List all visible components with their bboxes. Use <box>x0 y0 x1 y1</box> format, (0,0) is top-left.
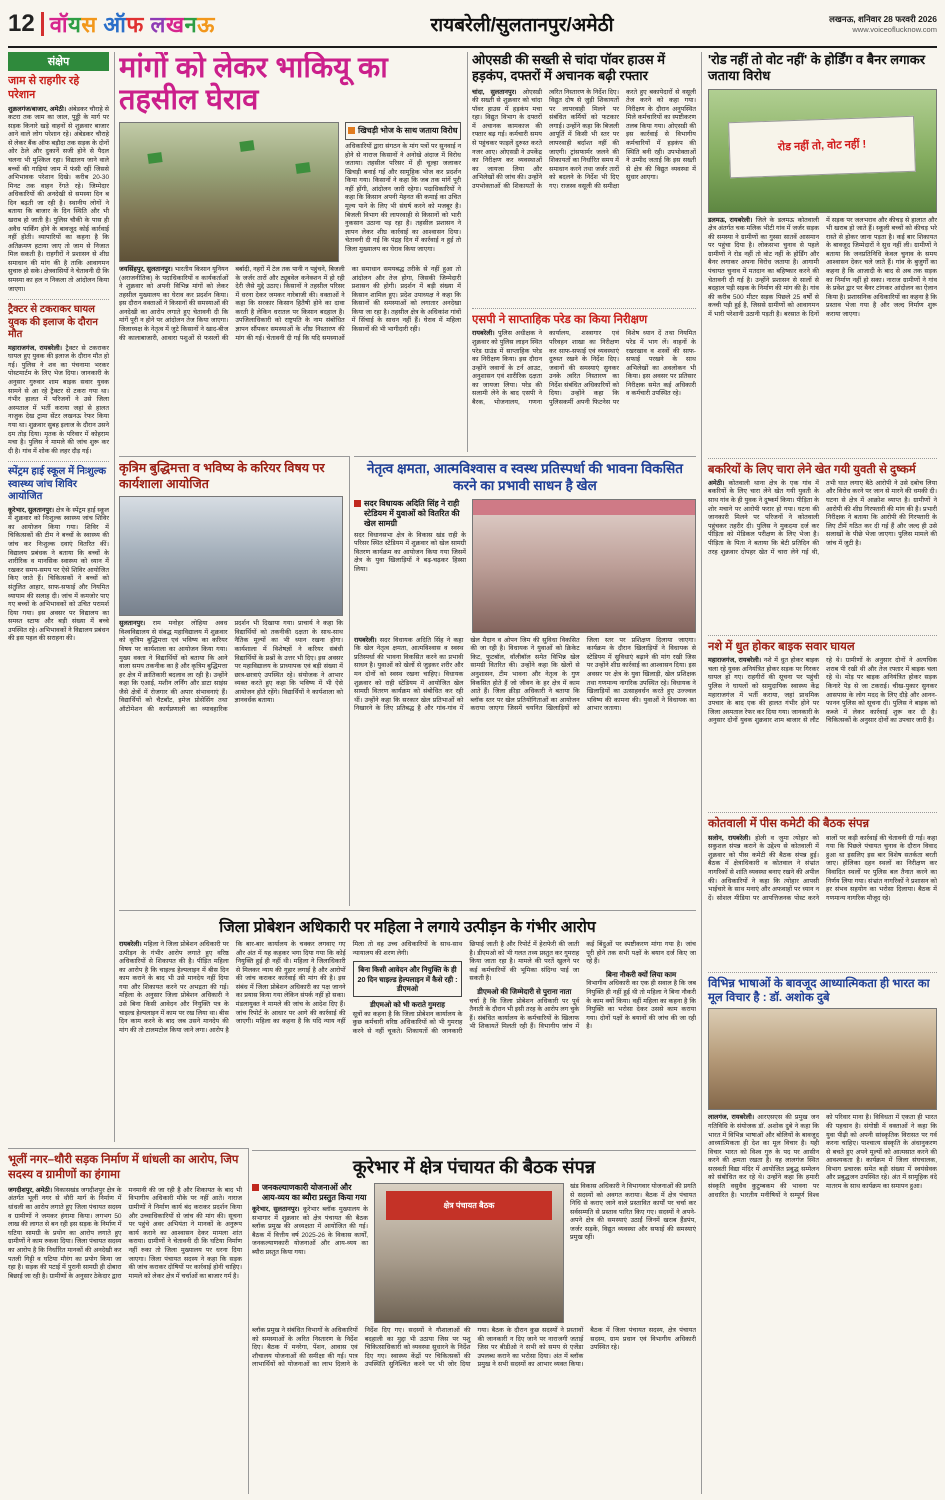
parade-article <box>472 308 696 454</box>
square-bullet-icon <box>354 500 361 507</box>
sub-body: सूत्रों का कहना है कि जिला प्रोबेशन कार्यालय के कुछ कर्मचारी वरिष्ठ अधिकारियों को भी गुमराह करने से नहीं चूकते। शिकायतों की जानकारी छिपाई जाती है और रिपोर्ट में हेराफेरी की जाती है। डीएमओ को भी गलत तथ्य प्रस्तुत कर गुमराह किया जाता रहा है। मामले की परतें खुलने पर कई कर्मचारियों की भूमिका संदिग्ध पाई जा सकती है। <box>352 941 580 1036</box>
divider <box>708 458 937 459</box>
peace-meeting-article <box>708 817 937 966</box>
lead-side-text: अधिकारियों द्वारा संगठन के मांग पत्रों पर सुनवाई न होने से नाराज किसानों ने अनोखे अंदाज में विरोध जताया। तहसील परिसर में ही चूल्हा जलाकर खिचड़ी बनाई गई और सामूहिक भोज कर प्रदर्शन किया गया। किसानों ने कहा कि जब तक मांगें पूरी नहीं होंगी, आंदोलन जारी रहेगा। पदाधिकारियों ने कहा कि किसान अपनी मेहनत की कमाई का उचित मूल्य पाने के लिए भी संघर्ष करने को मजबूर है। बिजली विभाग की लापरवाही से किसानों को भारी नुकसान उठाना पड़ रहा है। तहसील प्रशासन ने ज्ञापन लेकर शीघ्र कार्रवाई का आश्वासन दिया। चेतावनी दी गई कि पंद्रह दिन में कार्रवाई न हुई तो जिला मुख्यालय का घेराव किया जाएगा। <box>345 142 461 253</box>
sub-body: विभागीय अधिकारी का एक ही सवाल है कि जब नियुक्ति ही नहीं हुई थी तो महिला ने बिना नौकरी के काम क्यों किया। वहीं महिला का कहना है कि नियुक्ति का भरोसा देकर उससे काम कराया गया। दोनों पक्षों के बयानों की जांच की जा रही है। <box>586 980 696 1031</box>
workshop-headline: कृत्रिम बुद्धिमत्ता व भविष्य के करियर विषय पर कार्यशाला आयोजित <box>119 461 325 491</box>
photo-banner-text: क्षेत्र पंचायत बैठक <box>386 1191 551 1220</box>
drunk-rider-dateline: महाराजगंज, रायबरेली। <box>708 657 762 665</box>
lead-article <box>119 52 468 452</box>
panchayat-bullet-text: जनकल्याणकारी योजनाओं और आय-व्यय का ब्यौरा प्रस्तुत किया गया <box>262 1183 367 1202</box>
panchayat-intro-2: खंड विकास अधिकारी ने विभागवार योजनाओं की प्रगति से सदस्यों को अवगत कराया। बैठक में क्षेत्र पंचायत निधि से कराए जाने वाले प्रस्तावित कार्यों पर चर्चा कर सर्वसम्मति से प्रस्ताव पारित किए गए। सदस्यों ने अपने-अपने क्षेत्र की समस्याएं उठाईं जिनमें खराब हैंडपंप, जर्जर सड़कें, विद्युत व्यवस्था और सफाई की समस्याएं प्रमुख रहीं। <box>570 1183 696 1242</box>
drunk-rider-body: महाराजगंज, रायबरेली। नशे में धुत होकर बाइक चला रहे युवक अनियंत्रित होकर सड़क पर गिरकर घायल हो गए। राहगीरों की सूचना पर पहुंची पुलिस ने घायलों को सामुदायिक स्वास्थ्य केंद्र महाराजगंज में भर्ती कराया, जहां प्राथमिक उपचार के बाद एक की हालत गंभीर होने पर जिला अस्पताल रेफर कर दिया गया। जानकारी के अनुसार दोनों युवक शुक्रवार शाम बाजार से लौट रहे थे। ग्रामीणों के अनुसार दोनों ने अत्यधिक शराब पी रखी थी और तेज रफ्तार में बाइक चला रहे थे। मोड़ पर बाइक अनियंत्रित होकर सड़क किनारे पेड़ से जा टकराई। चीख-पुकार सुनकर आसपास के लोग मदद के लिए दौड़े और आनन-फानन पुलिस को सूचना दी। पुलिस ने बाइक को कब्जे में लेकर कार्रवाई शुरू कर दी है। चिकित्सकों के अनुसार दोनों का उपचार जारी है। <box>708 657 937 725</box>
masthead-divider <box>41 12 44 36</box>
right-column <box>701 52 937 1494</box>
workshop-article <box>119 456 350 906</box>
assault-body: अमेठी। कोतवाली थाना क्षेत्र के एक गांव में बकरियों के लिए चारा लेने खेत गयी युवती के साथ गांव के ही युवक ने दुष्कर्म किया। पीड़िता के शोर मचाने पर आरोपी फरार हो गया। घटना की जानकारी मिलने पर परिजनों ने कोतवाली पहुंचकर तहरीर दी। पुलिस ने मुकदमा दर्ज कर पीड़िता को मेडिकल परीक्षण के लिए भेजा है। पीड़िता के पिता ने बताया कि बेटी प्रतिदिन की तरह शुक्रवार दोपहर खेत में चारा लेने गई थी, तभी घात लगाए बैठे आरोपी ने उसे दबोच लिया और विरोध करने पर जान से मारने की धमकी दी। घटना से क्षेत्र में आक्रोश व्याप्त है। ग्रामीणों ने आरोपी की शीघ्र गिरफ्तारी की मांग की है। प्रभारी निरीक्षक ने बताया कि आरोपी की गिरफ्तारी के लिए टीमें गठित कर दी गई हैं और जल्द ही उसे सलाखों के पीछे भेजा जाएगा। पुलिस मामले की जांच में जुटी है। <box>708 479 937 556</box>
brief-article <box>8 304 109 456</box>
date-line: लखनऊ, शनिवार 28 फरवरी 2026 <box>829 14 937 24</box>
sports-intro: सदर विधानसभा क्षेत्र के विकास खंड राही के परिसर स्थित स्टेडियम में शुक्रवार को खेल सामग्री वितरण कार्यक्रम का आयोजन किया गया जिसमें क्षेत्र के युवा खिलाड़ियों ने बढ़-चढ़कर हिस्सा लिया। <box>354 531 466 574</box>
road-construction-dateline: जगदीशपुर, अमेठी। <box>8 1186 53 1194</box>
parade-headline: एसपी ने साप्ताहिक परेड का किया निरीक्षण <box>472 314 648 326</box>
probation-article <box>119 910 696 1146</box>
road-protest-photo <box>708 89 937 213</box>
sports-photo-row <box>354 499 696 633</box>
protest-banner-text: रोड नहीं तो, वोट नहीं ! <box>728 116 916 179</box>
road-construction-body: जगदीशपुर, अमेठी। विकासखंड जगदीशपुर क्षेत्र के अंतर्गत भूलीं नगर से थौरी मार्ग के निर्माण में धांधली का आरोप लगाते हुए जिला पंचायत सदस्य व ग्रामीणों ने जमकर हंगामा किया। लगभग 50 लाख की लागत से बन रही इस सड़क के निर्माण में घटिया सामग्री के प्रयोग का आरोप लगाते हुए ग्रामीणों ने काम रुकवा दिया। जिला पंचायत सदस्य का आरोप है कि निर्धारित मानकों की अनदेखी कर पतली गिट्टी व घटिया मौरंग का प्रयोग किया जा रहा है। सड़क की पटाई में पुरानी सामग्री ही दोबारा बिछाई जा रही है। ग्रामीणों के अनुसार ठेकेदार द्वारा मनमानी की जा रही है और शिकायत के बाद भी विभागीय अधिकारी मौके पर नहीं आते। नाराज ग्रामीणों ने निर्माण कार्य बंद कराकर प्रदर्शन किया और उच्चाधिकारियों से जांच की मांग की। सूचना पर पहुंचे अवर अभियंता ने मानकों के अनुरूप कार्य कराने का आश्वासन देकर मामला शांत कराया। ग्रामीणों ने चेतावनी दी कि घटिया निर्माण नहीं रुका तो जिला मुख्यालय पर धरना दिया जाएगा। जिला पंचायत सदस्य ने कहा कि सड़क की जांच कराकर दोषियों पर कार्रवाई होनी चाहिए। मामले को लेकर क्षेत्र में चर्चाओं का बाजार गर्म है। <box>8 1186 242 1280</box>
flag-icon <box>295 162 310 174</box>
panchayat-photo-row <box>252 1183 696 1323</box>
road-protest-body: डलमऊ, रायबरेली। जिले के डलमऊ कोतवाली क्षेत्र अंतर्गत चक मलिक भीटी गांव में जर्जर सड़क की समस्या ने ग्रामीणों का गुस्सा सातवें आसमान पर पहुंचा दिया है। लोकसभा चुनाव से पहले ग्रामीणों ने रोड नहीं तो वोट नहीं के होर्डिंग और बैनर लगाकर अपना विरोध जताया है। आगामी पंचायत चुनाव में मतदान का बहिष्कार करने की चेतावनी दी गई है। उन्होंने प्रशासन से सालों से बदहाल पड़ी सड़क के निर्माण की मांग की है। गांव की करीब 500 मीटर सड़क पिछले 25 वर्षों से कच्ची पड़ी हुई है, जिससे ग्रामीणों को आवागमन में भारी परेशानी उठानी पड़ती है। बरसात के दिनों में सड़क पर जलभराव और कीचड़ से हालात और भी खराब हो जाते हैं। स्कूली बच्चों को कीचड़ भरे रास्ते से होकर जाना पड़ता है। कई बार शिकायत के बावजूद जिम्मेदारों ने सुध नहीं ली। ग्रामीणों ने बताया कि जनप्रतिनिधि केवल चुनाव के समय आश्वासन देकर चले जाते हैं। गांव के बुजुर्गों का कहना है कि आजादी के बाद से अब तक सड़क का निर्माण नहीं हो सका। नाराज ग्रामीणों ने गांव के प्रवेश द्वार पर बैनर टांगकर आंदोलन का ऐलान किया है। प्रशासनिक अधिकारियों का कहना है कि प्रस्ताव भेजा गया है और जल्द निर्माण शुरू कराया जाएगा। <box>708 216 937 318</box>
lead-photo-row <box>119 122 461 262</box>
brief-article <box>8 466 109 644</box>
lead-photo <box>119 122 339 262</box>
peace-meeting-dateline: सलोन, रायबरेली। <box>708 834 751 842</box>
article-headline: जाम से राहगीर रहे परेशान <box>8 75 80 101</box>
flag-icon <box>239 140 254 152</box>
article-body: महाराजगंज, रायबरेली। ट्रैक्टर से टकराकर घायल हुए युवक की इलाज के दौरान मौत हो गई। पुलिस ने शव का पंचनामा भरकर पोस्टमार्टम के लिए भेज दिया। जानकारी के अनुसार गुरुवार शाम बाइक सवार युवक सामने से आ रहे ट्रैक्टर से टकरा गया था। गंभीर हालत में परिजनों ने उसे जिला अस्पताल में भर्ती कराया जहां से हालत नाजुक देख ट्रामा सेंटर लखनऊ रेफर किया गया था। शुक्रवार सुबह इलाज के दौरान उसने दम तोड़ दिया। मृतक के परिवार में कोहराम मचा है। पुलिस ने मामले की जांच शुरू कर दी है। गांव में शोक की लहर दौड़ गई। <box>8 344 109 455</box>
divider <box>8 461 109 462</box>
subhead-box <box>345 122 461 140</box>
divider <box>708 972 937 973</box>
region-header: रायबरेली/सुलतानपुर/अमेठी <box>430 15 614 36</box>
road-construction-headline: भूलीं नगर–थौरी सड़क निर्माण में धांधली का आरोप, जिप सदस्य व ग्रामीणों का हंगामा <box>8 1154 239 1181</box>
probation-headline: जिला प्रोबेशन अधिकारी पर महिला ने लगाये उत्पीड़न के गंभीर आरोप <box>219 919 596 936</box>
sports-photo <box>472 499 696 633</box>
osd-body: चांदा, सुलतानपुर। ओएसडी की सख्ती से शुक्रवार को चांदा पॉवर हाउस में हड़कंप मचा रहा। विद्युत विभाग के दफ्तरों में अचानक कामकाज की रफ्तार बढ़ गई। कर्मचारी समय से पहुंचकर फाइलें दुरुस्त करते नजर आए। ओएसडी ने उपकेंद्र का निरीक्षण कर व्यवस्थाओं का जायजा लिया और अभिलेखों की जांच की। उन्होंने उपभोक्ताओं की शिकायतों के त्वरित निस्तारण के निर्देश दिए। विद्युत दोष से जुड़ी शिकायतों पर लापरवाही मिलने पर संबंधित कर्मियों को फटकार लगाई। उन्होंने कहा कि बिजली आपूर्ति में किसी भी स्तर पर लापरवाही बर्दाश्त नहीं की जाएगी। ट्रांसफार्मर जलने की शिकायतों का निर्धारित समय में समाधान करने तथा जर्जर तारों को बदलने के निर्देश भी दिए गए। राजस्व वसूली की समीक्षा करते हुए बकायेदारों से वसूली तेज करने को कहा गया। निरीक्षण के दौरान अनुपस्थित मिले कर्मचारियों का स्पष्टीकरण तलब किया गया। ओएसडी की इस कार्रवाई से विभागीय कर्मचारियों में हड़कंप की स्थिति बनी रही। उपभोक्ताओं ने उम्मीद जताई कि इस सख्ती से क्षेत्र की विद्युत व्यवस्था में सुधार आएगा। <box>472 88 696 190</box>
square-bullet-icon <box>348 127 355 134</box>
masthead-right <box>829 14 937 34</box>
article-body: शुक्रलगंज/बाजार, अमेठी। अंबेडकर चौराहे से कटरा तक जाम का जाल, पुड्डी के मार्ग पर सड़क किनारे खड़े वाहनों से शुक्रवार बाजार आने वाले लोग परेशान रहे। अंबेडकर चौराहे से लेकर बैंक ऑफ बड़ौदा तक सड़क के दोनों ओर ठेले और दुकानें सजी होने से पैदल चलना भी मुश्किल रहा। विद्यालय जाने वाले बच्चों की गाड़ियां जाम में फंसी रहीं जिससे अभिभावक परेशान दिखे। करीब 20-30 मिनट तक वाहन रेंगते रहे। जिम्मेदार अधिकारियों की अनदेखी से समस्या दिन ब दिन बढ़ती जा रही है। स्थानीय लोगों ने बताया कि बाजार के दिन स्थिति और भी खराब हो जाती है। पुलिस चौकी के पास ही अवैध पार्किंग होने के बावजूद कोई कार्रवाई नहीं होती। व्यापारियों का कहना है कि अतिक्रमण हटाया जाए तो जाम से निजात मिल सकती है। राहगीरों ने प्रशासन से शीघ्र समाधान की मांग की है ताकि आवागमन सुचारु हो सके। क्षेत्रवासियों ने चेतावनी दी कि समस्या का हल न निकला तो आंदोलन किया जाएगा। <box>8 105 109 293</box>
probation-body: रायबरेली। महिला ने जिला प्रोबेशन अधिकारी पर उत्पीड़न के गंभीर आरोप लगाते हुए वरिष्ठ अधिकारियों से शिकायत की है। पीड़ित महिला का आरोप है कि चाइल्ड हेल्पलाइन में बीस दिन काम कराने के बाद भी उसे मानदेय नहीं दिया गया और शिकायत करने पर अभद्रता की गई। महिला के अनुसार जिला प्रोबेशन अधिकारी ने उसे बिना किसी आवेदन और नियुक्ति पत्र के चाइल्ड हेल्पलाइन में काम पर रख लिया था। बीस दिन काम करने के बाद जब उसने मानदेय की मांग की तो टालमटोल किया जाने लगा। आरोप है कि बार-बार कार्यालय के चक्कर लगवाए गए और अंत में यह कहकर भगा दिया गया कि कोई नियुक्ति हुई ही नहीं थी। महिला ने जिलाधिकारी से मिलकर न्याय की गुहार लगाई है और आरोपों की जांच कराकर कार्रवाई की मांग की है। इस संबंध में जिला प्रोबेशन अधिकारी का पक्ष जानने का प्रयास किया गया लेकिन संपर्क नहीं हो सका। मंडलायुक्त ने मामले की जांच के आदेश दिए हैं। जांच रिपोर्ट के आधार पर आगे की कार्रवाई की जाएगी। महिला का कहना है कि यदि न्याय नहीं मिला तो वह उच्च अधिकारियों के साथ-साथ न्यायालय की शरण लेगी। बिना किसी आवेदन और नियुक्ति के ही 20 दिन चाइल्ड हेल्पलाइन में कैसे रही : डीएमओ डीएमओ को भी कराते गुमराह सूत्रों का कहना है कि जिला प्रोबेशन कार्यालय के कुछ कर्मचारी वरिष्ठ अधिकारियों को भी गुमराह करने से नहीं चूकते। शिकायतों की जानकारी छिपाई जाती है और रिपोर्ट में हेराफेरी की जाती है। डीएमओ को भी गलत तथ्य प्रस्तुत कर गुमराह किया जाता रहा है। मामले की परतें खुलने पर कई कर्मचारियों की भूमिका संदिग्ध पाई जा सकती है। डीएमओ की जिम्मेदारी से पुराना नाता चर्चा है कि जिला प्रोबेशन अधिकारी पर पूर्व तैनाती के दौरान भी इसी तरह के आरोप लग चुके हैं। संबंधित कार्यालय के कर्मचारियों के खिलाफ भी शिकायतें मिलती रही हैं। विभागीय जांच में कई बिंदुओं पर स्पष्टीकरण मांगा गया है। जांच पूरी होने तक सभी पक्षों के बयान दर्ज किए जा रहे हैं। बिना नौकरी क्यों लिया काम विभागीय अधिकारी का एक ही सवाल है कि जब नियुक्ति ही नहीं हुई थी तो महिला ने बिना नौकरी के काम क्यों किया। वहीं महिला का कहना है कि नियुक्ति का भरोसा देकर उससे काम कराया गया। दोनों पक्षों के बयानों की जांच की जा रही है। <box>119 941 696 1036</box>
road-protest-dateline: डलमऊ, रायबरेली। <box>708 216 753 224</box>
square-bullet-icon <box>252 1184 259 1191</box>
assault-dateline: अमेठी। <box>708 479 725 487</box>
osd-dateline: चांदा, सुलतानपुर। <box>472 88 517 96</box>
lead-dateline: जयसिंहपुर, सुलतानपुर। <box>119 265 173 273</box>
workshop-dateline: सुलतानपुर। <box>119 620 146 628</box>
panchayat-photo <box>374 1183 564 1323</box>
assault-article <box>708 463 937 630</box>
briefs-section <box>8 52 115 1142</box>
divider <box>708 635 937 636</box>
article-dateline: महाराजगंज, रायबरेली। <box>8 344 63 352</box>
parade-body: रायबरेली। पुलिस अधीक्षक ने शुक्रवार को पुलिस लाइन स्थित परेड ग्राउंड में साप्ताहिक परेड का निरीक्षण किया। इस दौरान उन्होंने जवानों के टर्न आउट, अनुशासन एवं शारीरिक दक्षता का जायजा लिया। परेड की सलामी लेने के बाद एसपी ने बैरक, भोजनालय, गणना कार्यालय, शस्त्रागार एवं परिवहन शाखा का निरीक्षण कर साफ-सफाई एवं व्यवस्थाएं दुरुस्त रखने के निर्देश दिए। जवानों की समस्याएं सुनकर उनके त्वरित निस्तारण का निर्देश संबंधित अधिकारियों को दिया। उन्होंने कहा कि पुलिसकर्मी अपनी फिटनेस पर विशेष ध्यान दें तथा नियमित परेड में भाग लें। वाहनों के रखरखाव व शस्त्रों की साफ-सफाई परखने के साथ अभिलेखों का अवलोकन भी किया। इस अवसर पर प्रतिसार निरीक्षक समेत कई अधिकारी व कर्मचारी उपस्थित रहे। <box>472 330 696 406</box>
spirituality-article <box>708 977 937 1407</box>
panchayat-side-column <box>252 1183 368 1323</box>
panchayat-article <box>252 1150 696 1494</box>
masthead-rule <box>8 46 937 48</box>
website-url: www.voiceoflucknow.com <box>852 24 937 34</box>
masthead-left <box>8 9 215 39</box>
peace-meeting-body: सलोन, रायबरेली। होली व जुमा त्योहार को सकुशल संपन्न कराने के उद्देश्य से कोतवाली में शुक्रवार को पीस कमेटी की बैठक संपन्न हुई। बैठक में क्षेत्राधिकारी व कोतवाल ने संभ्रांत नागरिकों से शांति व्यवस्था बनाए रखने की अपील की। अधिकारियों ने कहा कि त्योहार आपसी भाईचारे के साथ मनाएं और अफवाहों पर ध्यान न दें। सोशल मीडिया पर आपत्तिजनक पोस्ट करने वालों पर कड़ी कार्रवाई की चेतावनी दी गई। कहा गया कि पिछले पंचायत चुनाव के दौरान विवाद हुआ था इसलिए इस बार विशेष सतर्कता बरती जाए। होलिका दहन स्थलों का निरीक्षण कर विवादित स्थलों पर पुलिस बल तैनात करने का निर्णय लिया गया। संभ्रांत नागरिकों ने प्रशासन को हर संभव सहयोग का भरोसा दिलाया। बैठक में गणमान्य नागरिक मौजूद रहे। <box>708 834 937 902</box>
brief-article <box>8 75 109 294</box>
lead-side-column <box>345 122 461 262</box>
sports-bullet-text: सदर विधायक अदिति सिंह ने राही स्टेडियम में युवाओं को वितरित की खेल सामग्री <box>364 498 460 528</box>
page-number: 12 <box>8 10 35 37</box>
probation-dateline: रायबरेली। <box>119 941 142 948</box>
spirituality-dateline: लालगंज, रायबरेली। <box>708 1114 755 1122</box>
article-headline: स्पेंट्रम हाई स्कूल में निःशुल्क स्वास्थ्य जांच शिविर आयोजित <box>8 466 106 503</box>
spirituality-body: लालगंज, रायबरेली। आरएसएस की प्रमुख जन गतिविधि के संयोजक डॉ. अशोक दुबे ने कहा कि भारत में विभिन्न भाषाओं और बोलियों के बावजूद आध्यात्मिकता ही देश का मूल विचार है। यही विचार भारत को विश्व गुरु के पद पर आसीन करने की क्षमता रखता है। वह लालगंज स्थित सरस्वती विद्या मंदिर में आयोजित प्रबुद्ध सम्मेलन को संबोधित कर रहे थे। उन्होंने कहा कि हमारी संस्कृति वसुधैव कुटुम्बकम की भावना पर आधारित है। भारतीय मनीषियों ने सम्पूर्ण विश्व को परिवार माना है। विविधता में एकता ही भारत की पहचान है। संगोष्ठी में वक्ताओं ने कहा कि युवा पीढ़ी को अपनी सांस्कृतिक विरासत पर गर्व करना चाहिए। पाश्चात्य संस्कृति के अंधानुकरण से बचते हुए अपने मूल्यों को आत्मसात करने की आवश्यकता है। कार्यक्रम में जिला संघचालक, विभाग प्रचारक समेत बड़ी संख्या में स्वयंसेवक और प्रबुद्धजन उपस्थित रहे। अंत में सामूहिक वंदे मातरम के साथ कार्यक्रम का समापन हुआ। <box>708 1114 937 1199</box>
road-construction-article <box>8 1148 249 1494</box>
workshop-photo <box>119 496 343 616</box>
osd-headline: ओएसडी की सख्ती से चांदा पॉवर हाउस में हड़कंप, दफ्तरों में अचानक बढ़ी रफ्तार <box>472 52 665 84</box>
sub-body: चर्चा है कि जिला प्रोबेशन अधिकारी पर पूर्व तैनाती के दौरान भी इसी तरह के आरोप लग चुके हैं। संबंधित कार्यालय के कर्मचारियों के खिलाफ भी शिकायतें मिलती रही हैं। विभागीय जांच में कई बिंदुओं पर स्पष्टीकरण मांगा गया है। जांच पूरी होने तक सभी पक्षों के बयान दर्ज किए जा रहे हैं। <box>469 941 696 1031</box>
panchayat-body: ब्लॉक प्रमुख ने संबंधित विभागों के अधिकारियों को समस्याओं के त्वरित निस्तारण के निर्देश दिए। बैठक में मनरेगा, पेंशन, आवास एवं शौचालय योजनाओं की समीक्षा की गई। पात्र लाभार्थियों को योजनाओं का लाभ दिलाने के निर्देश दिए गए। सदस्यों ने गौशालाओं की बदहाली का मुद्दा भी उठाया जिस पर पशु चिकित्साधिकारी को व्यवस्था सुधारने के निर्देश दिए गए। स्वास्थ्य केंद्रों पर चिकित्सकों की उपस्थिति सुनिश्चित करने पर भी जोर दिया गया। बैठक के दौरान कुछ सदस्यों ने प्रस्तावों की जानकारी न दिए जाने पर नाराजगी जताई जिस पर बीडीओ ने सभी को समय से एजेंडा उपलब्ध कराने का भरोसा दिया। अंत में ब्लॉक प्रमुख ने सभी सदस्यों का आभार व्यक्त किया। बैठक में जिला पंचायत सदस्य, क्षेत्र पंचायत सदस्य, ग्राम प्रधान एवं विभागीय अधिकारी उपस्थित रहे। <box>252 1327 696 1369</box>
panchayat-dateline: कूरेभार, सुलतानपुर। <box>252 1206 300 1213</box>
panchayat-headline: कूरेभार में क्षेत्र पंचायत की बैठक संपन्न <box>352 1157 596 1177</box>
sports-side-column <box>354 499 466 633</box>
spirituality-headline: विभिन्न भाषाओं के बावजूद आध्यात्मिकता ही भारत का मूल विचार है : डॉ. अशोक दुबे <box>708 977 930 1004</box>
sub-headline: डीएमओ को भी कराते गुमराह <box>369 1000 445 1010</box>
article-dateline: कूरेभार, सुलतानपुर। <box>8 506 54 514</box>
photo-banner-strip <box>473 500 695 515</box>
article-headline: ट्रैक्टर से टकराकर घायल युवक की इलाज के दौरान मौत <box>8 304 98 341</box>
masthead <box>8 4 937 44</box>
sports-dateline: रायबरेली। <box>354 636 377 644</box>
sports-headline: नेतृत्व क्षमता, आत्मविश्वास व स्वस्थ प्रतिस्पर्धा की भावना विकसित करने का प्रभावी साधन है खेल <box>366 461 683 493</box>
parade-dateline: रायबरेली। <box>472 330 495 338</box>
workshop-body: सुलतानपुर। राम मनोहर लोहिया अवध विश्वविद्यालय से संबद्ध महाविद्यालय में शुक्रवार को कृत्रिम बुद्धिमत्ता एवं भविष्य का करियर विषय पर कार्यशाला का आयोजन किया गया। मुख्य वक्ता ने विद्यार्थियों को बताया कि आने वाला समय तकनीक का है और कृत्रिम बुद्धिमत्ता हर क्षेत्र में क्रांतिकारी बदलाव ला रही है। उन्होंने कहा कि एआई, मशीन लर्निंग और डाटा साइंस जैसे क्षेत्रों में रोजगार की अपार संभावनाएं हैं। विद्यार्थियों को चैटबॉट, इमेज प्रोसेसिंग तथा ऑटोमेशन की कार्यप्रणाली का व्यावहारिक प्रदर्शन भी दिखाया गया। प्राचार्य ने कहा कि विद्यार्थियों को तकनीकी दक्षता के साथ-साथ नैतिक मूल्यों का भी ध्यान रखना होगा। कार्यशाला में विशेषज्ञों ने करियर संबंधी विद्यार्थियों के प्रश्नों के उत्तर भी दिए। इस अवसर पर महाविद्यालय के प्राध्यापक एवं बड़ी संख्या में छात्र-छात्राएं उपस्थित रहे। संयोजक ने आभार व्यक्त करते हुए कहा कि भविष्य में भी ऐसे आयोजन होते रहेंगे। विद्यार्थियों ने कार्यशाला को ज्ञानवर्धक बताया। <box>119 620 343 714</box>
assault-headline: बकरियों के लिए चारा लेने खेत गयी युवती से दुष्कर्म <box>708 463 916 476</box>
divider <box>708 812 937 813</box>
sub-headline: डीएमओ की जिम्मेदारी से पुराना नाता <box>477 986 572 996</box>
paper-name-logo: वॉयस ऑफ लखनऊ <box>49 12 215 37</box>
lead-headline: मांगों को लेकर भाकियू का तहसील घेराव <box>119 52 388 117</box>
lead-body: जयसिंहपुर, सुलतानपुर। भारतीय किसान यूनियन (अराजनीतिक) के पदाधिकारियों व कार्यकर्ताओं ने शुक्रवार को अपनी विभिन्न मांगों को लेकर तहसील मुख्यालय का घेराव कर प्रदर्शन किया। इस दौरान वक्ताओं ने किसानों की समस्याओं की अनदेखी का आरोप लगाते हुए चेतावनी दी कि मांगें पूरी न होने पर आंदोलन तेज किया जाएगा। जिलाध्यक्ष के नेतृत्व में जुटे किसानों ने खाद-बीज की कालाबाजारी, आवारा पशुओं से फसलों की बर्बादी, नहरों में टेल तक पानी न पहुंचने, बिजली के जर्जर तारों और ट्यूबवेल कनेक्शन में हो रही देरी जैसे मुद्दे उठाए। किसानों ने तहसील परिसर में धरना देकर जमकर नारेबाजी की। वक्ताओं ने कहा कि सरकार किसान हितैषी होने का दावा करती है लेकिन धरातल पर किसान बदहाल है। उपजिलाधिकारी को राष्ट्रपति के नाम संबोधित ज्ञापन सौंपकर समस्याओं के शीघ्र निस्तारण की मांग की गई। चेतावनी दी गई कि यदि समस्याओं का समाधान समयबद्ध तरीके से नहीं हुआ तो आंदोलन और तेज होगा, जिसकी जिम्मेदारी प्रशासन की होगी। प्रदर्शन में बड़ी संख्या में किसान शामिल हुए। प्रदेश उपाध्यक्ष ने कहा कि किसानों की समस्याओं को लगातार अनदेखा किया जा रहा है। तहसील क्षेत्र के अधिकांश गांवों में सिंचाई के साधन नहीं हैं। घेराव में महिला किसानों की भी भागीदारी रही। <box>119 265 461 342</box>
road-protest-headline: 'रोड नहीं तो वोट नहीं' के होर्डिंग व बैनर लगाकर जताया विरोध <box>708 52 926 84</box>
drunk-rider-headline: नशे में धुत होकर बाइक सवार घायल <box>708 640 855 653</box>
subhead-text: खिचड़ी भोज के साथ जताया विरोध <box>358 125 458 135</box>
briefs-header: संक्षेप <box>8 52 109 71</box>
flag-icon <box>147 152 162 164</box>
boxed-subhead: बिना किसी आवेदन और नियुक्ति के ही 20 दिन चाइल्ड हेल्पलाइन में कैसे रही : डीएमओ <box>353 961 463 997</box>
drunk-rider-article <box>708 640 937 807</box>
sub-headline: बिना नौकरी क्यों लिया काम <box>605 969 677 979</box>
peace-meeting-headline: कोतवाली में पीस कमेटी की बैठक संपन्न <box>708 818 870 831</box>
sports-bullet-line <box>354 499 466 529</box>
panchayat-side-column-2 <box>570 1183 696 1323</box>
article-body: कूरेभार, सुलतानपुर। क्षेत्र के स्पेंट्रम हाई स्कूल में शुक्रवार को निःशुल्क स्वास्थ्य जांच शिविर का आयोजन किया गया। शिविर में चिकित्सकों की टीम ने बच्चों के स्वास्थ्य की जांच कर निःशुल्क दवाएं वितरित कीं। विद्यालय प्रबंधक ने बताया कि बच्चों के शारीरिक व मानसिक स्वास्थ्य को ध्यान में रखकर समय-समय पर ऐसे शिविर आयोजित किए जाते हैं। चिकित्सकों ने बच्चों को संतुलित आहार, साफ-सफाई और नियमित व्यायाम की सलाह दी। जांच में कमजोर पाए गए बच्चों के अभिभावकों को उचित परामर्श दिया गया। इस अवसर पर विद्यालय का समस्त स्टाफ और बड़ी संख्या में बच्चे उपस्थित रहे। अभिभावकों ने विद्यालय प्रबंधन की इस पहल की सराहना की। <box>8 506 109 643</box>
panchayat-bullet-line <box>252 1183 368 1203</box>
road-protest-article <box>708 52 937 453</box>
article-dateline: शुक्रलगंज/बाजार, अमेठी। <box>8 105 67 113</box>
divider <box>8 299 109 300</box>
osd-article <box>472 52 696 304</box>
sports-article <box>354 456 696 906</box>
spirituality-photo <box>708 1008 937 1110</box>
panchayat-intro: कूरेभार, सुलतानपुर। कूरेभार ब्लॉक मुख्यालय के सभागार में शुक्रवार को क्षेत्र पंचायत की बैठक ब्लॉक प्रमुख की अध्यक्षता में आयोजित की गई। बैठक में वित्तीय वर्ष 2025-26 के विकास कार्यों, जनकल्याणकारी योजनाओं और आय-व्यय का ब्यौरा प्रस्तुत किया गया। <box>252 1206 369 1256</box>
sports-body: रायबरेली। सदर विधायक अदिति सिंह ने कहा कि खेल नेतृत्व क्षमता, आत्मविश्वास व स्वस्थ प्रतिस्पर्धा की भावना विकसित करने का प्रभावी साधन है। युवाओं को खेलों से जुड़कर शरीर और मन दोनों को स्वस्थ रखना चाहिए। विधायक शुक्रवार को राही स्टेडियम में आयोजित खेल सामग्री वितरण कार्यक्रम को संबोधित कर रही थीं। उन्होंने कहा कि सरकार खेल प्रतिभाओं को निखारने के लिए प्रतिबद्ध है और गांव-गांव में खेल मैदान व ओपन जिम की सुविधा विकसित की जा रही है। विधायक ने युवाओं को क्रिकेट किट, फुटबॉल, वॉलीबॉल समेत विभिन्न खेल सामग्री वितरित की। उन्होंने कहा कि खेलों से अनुशासन, टीम भावना और नेतृत्व के गुण विकसित होते हैं जो जीवन के हर क्षेत्र में काम आते हैं। जिला क्रीड़ा अधिकारी ने बताया कि ब्लॉक स्तर पर खेल प्रतियोगिताओं का आयोजन कराया जाएगा जिसमें चयनित खिलाड़ियों को जिला स्तर पर प्रशिक्षण दिलाया जाएगा। कार्यक्रम के दौरान खिलाड़ियों ने विधायक से स्टेडियम में सुविधाएं बढ़ाने की मांग रखी जिस पर उन्होंने शीघ्र कार्रवाई का आश्वासन दिया। इस अवसर पर क्षेत्र के युवा खिलाड़ी, खेल प्रशिक्षक तथा गणमान्य नागरिक उपस्थित रहे। विधायक ने खिलाड़ियों का उत्साहवर्धन करते हुए उज्ज्वल भविष्य की कामना की। युवाओं ने विधायक का आभार जताया। <box>354 636 696 713</box>
